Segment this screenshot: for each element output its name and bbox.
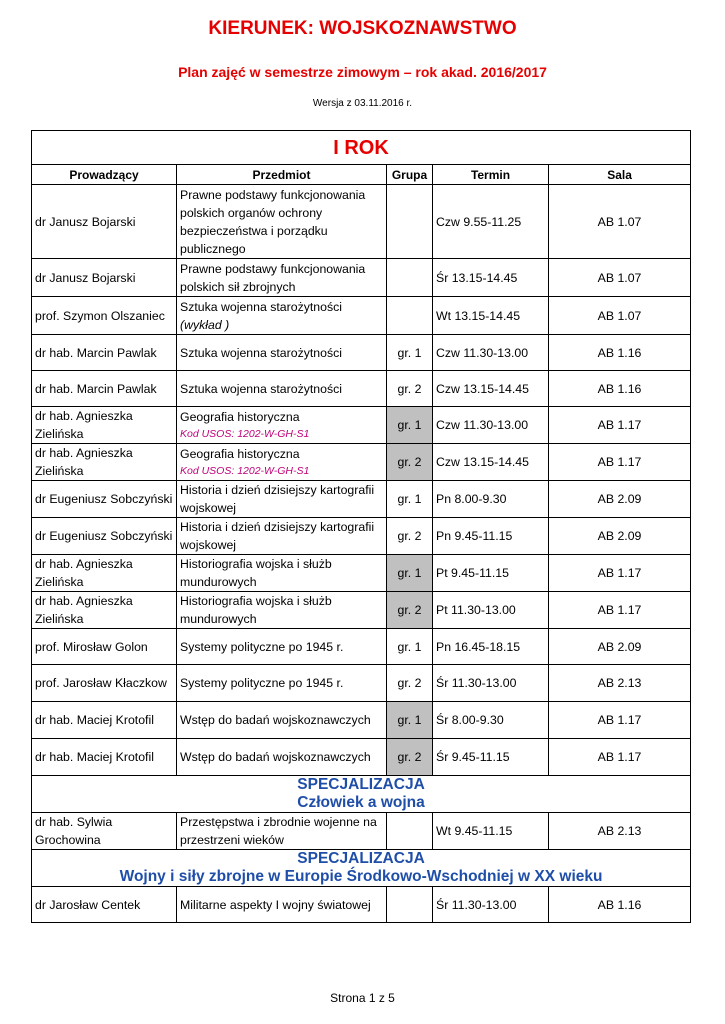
group-cell: gr. 1 <box>387 702 433 739</box>
teacher-cell: dr hab. Agnieszka Zielińska <box>32 555 177 592</box>
teacher-cell: dr hab. Agnieszka Zielińska <box>32 444 177 481</box>
teacher-cell: dr hab. Maciej Krotofil <box>32 702 177 739</box>
subject-note: (wykład ) <box>180 317 230 332</box>
term-cell: Wt 9.45-11.15 <box>433 813 549 850</box>
teacher-cell: prof. Jarosław Kłaczkow <box>32 665 177 702</box>
table-row <box>32 702 691 739</box>
subject-cell <box>177 739 387 776</box>
column-header-group: Grupa <box>387 165 433 185</box>
term-cell: Pn 16.45-18.15 <box>433 629 549 665</box>
table-row <box>32 739 691 776</box>
room-cell: AB 1.07 <box>549 185 691 259</box>
subject-cell <box>177 555 387 592</box>
term-cell: Śr 13.15-14.45 <box>433 259 549 297</box>
teacher-cell: dr Eugeniusz Sobczyński <box>32 481 177 518</box>
group-cell <box>387 185 433 259</box>
room-cell: AB 1.16 <box>549 335 691 371</box>
subject-text: Sztuka wojenna starożytności <box>180 299 342 314</box>
room-cell: AB 1.16 <box>549 887 691 923</box>
group-cell: gr. 1 <box>387 335 433 371</box>
subject-text: Prawne podstawy funkcjonowania polskich organów ochrony bezpieczeństwa i porządku publicznego <box>180 187 366 256</box>
term-cell: Śr 11.30-13.00 <box>433 665 549 702</box>
teacher-cell: prof. Szymon Olszaniec <box>32 297 177 335</box>
group-cell: gr. 2 <box>387 592 433 629</box>
term-cell: Pn 9.45-11.15 <box>433 518 549 555</box>
subject-text: Historia i dzień dzisiejszy kartografii wojskowej <box>180 520 375 552</box>
teacher-cell: dr hab. Agnieszka Zielińska <box>32 407 177 444</box>
subject-cell: Przestępstwa i zbrodnie wojenne na przestrzeni wieków <box>177 813 387 850</box>
subject-cell <box>177 444 387 481</box>
usos-code: Kod USOS: 1202-W-GH-S1 <box>180 465 310 477</box>
table-row <box>32 444 691 481</box>
subject-cell <box>177 481 387 518</box>
subject-cell <box>177 665 387 702</box>
term-cell: Pt 9.45-11.15 <box>433 555 549 592</box>
teacher-cell: dr hab. Agnieszka Zielińska <box>32 592 177 629</box>
table-row <box>32 665 691 702</box>
teacher-cell: dr Janusz Bojarski <box>32 259 177 297</box>
term-cell: Czw 13.15-14.45 <box>433 444 549 481</box>
specialization-header-row <box>32 776 691 813</box>
group-cell <box>387 297 433 335</box>
subject-text: Sztuka wojenna starożytności <box>180 345 342 360</box>
specialization-label: SPECJALIZACJA <box>297 850 425 867</box>
table-row <box>32 259 691 297</box>
column-header-subject: Przedmiot <box>177 165 387 185</box>
teacher-cell: dr hab. Maciej Krotofil <box>32 739 177 776</box>
group-cell: gr. 2 <box>387 739 433 776</box>
room-cell: AB 1.17 <box>549 407 691 444</box>
table-row <box>32 629 691 665</box>
usos-code: Kod USOS: 1202-W-GH-S1 <box>180 428 310 440</box>
subject-text: Historiografia wojska i służb mundurowych <box>180 557 332 589</box>
term-cell: Czw 9.55-11.25 <box>433 185 549 259</box>
group-cell: gr. 2 <box>387 665 433 702</box>
group-cell <box>387 887 433 923</box>
group-cell: gr. 1 <box>387 629 433 665</box>
subject-cell <box>177 335 387 371</box>
room-cell: AB 2.09 <box>549 481 691 518</box>
subject-cell <box>177 259 387 297</box>
subject-text: Geografia historyczna <box>180 410 300 424</box>
room-cell: AB 1.17 <box>549 739 691 776</box>
table-row <box>32 555 691 592</box>
specialization-header-row <box>32 850 691 887</box>
specialization-name: Człowiek a wojna <box>297 794 425 811</box>
teacher-cell: dr Janusz Bojarski <box>32 185 177 259</box>
room-cell: AB 1.17 <box>549 592 691 629</box>
column-header-room: Sala <box>549 165 691 185</box>
term-cell: Czw 11.30-13.00 <box>433 335 549 371</box>
teacher-cell: dr Eugeniusz Sobczyński <box>32 518 177 555</box>
table-row <box>32 813 691 850</box>
subject-cell <box>177 629 387 665</box>
subject-text: Systemy polityczne po 1945 r. <box>180 676 344 690</box>
room-cell: AB 1.16 <box>549 371 691 407</box>
teacher-cell: dr hab. Marcin Pawlak <box>32 371 177 407</box>
term-cell: Pn 8.00-9.30 <box>433 481 549 518</box>
table-row <box>32 518 691 555</box>
subject-cell <box>177 518 387 555</box>
subject-text: Prawne podstawy funkcjonowania polskich sił zbrojnych <box>180 261 366 294</box>
subject-text: Geografia historyczna <box>180 447 300 461</box>
room-cell: AB 2.13 <box>549 813 691 850</box>
teacher-cell: prof. Mirosław Golon <box>32 629 177 665</box>
year-header-row <box>32 131 691 165</box>
group-cell: gr. 1 <box>387 555 433 592</box>
subject-cell <box>177 592 387 629</box>
room-cell: AB 2.09 <box>549 629 691 665</box>
table-row <box>32 407 691 444</box>
subject-text: Historiografia wojska i służb mundurowych <box>180 594 332 626</box>
table-row <box>32 887 691 923</box>
subject-cell <box>177 702 387 739</box>
subject-text: Systemy polityczne po 1945 r. <box>180 639 344 654</box>
specialization-name: Wojny i siły zbrojne w Europie Środkowo-Wschodniej w XX wieku <box>119 868 603 885</box>
subject-cell <box>177 371 387 407</box>
room-cell: AB 1.17 <box>549 702 691 739</box>
subject-text: Wstęp do badań wojskoznawczych <box>180 713 371 727</box>
room-cell: AB 2.09 <box>549 518 691 555</box>
column-header-term: Termin <box>433 165 549 185</box>
year-title: I ROK <box>32 131 691 165</box>
group-cell <box>387 813 433 850</box>
room-cell: AB 1.07 <box>549 259 691 297</box>
group-cell <box>387 259 433 297</box>
document-subtitle: Plan zajęć w semestrze zimowym – rok akad. 2016/2017 <box>178 64 547 80</box>
group-cell: gr. 2 <box>387 371 433 407</box>
table-row <box>32 371 691 407</box>
teacher-cell: dr hab. Sylwia Grochowina <box>32 813 177 850</box>
schedule-table <box>31 130 691 923</box>
room-cell: AB 1.17 <box>549 444 691 481</box>
subject-text: Sztuka wojenna starożytności <box>180 381 342 396</box>
specialization-label: SPECJALIZACJA <box>297 776 425 793</box>
subject-cell <box>177 407 387 444</box>
term-cell: Śr 9.45-11.15 <box>433 739 549 776</box>
group-cell: gr. 1 <box>387 481 433 518</box>
page-number: Strona 1 z 5 <box>330 991 395 1005</box>
group-cell: gr. 2 <box>387 444 433 481</box>
subject-cell <box>177 185 387 259</box>
teacher-cell: dr hab. Marcin Pawlak <box>32 335 177 371</box>
group-cell: gr. 2 <box>387 518 433 555</box>
term-cell: Czw 11.30-13.00 <box>433 407 549 444</box>
term-cell: Czw 13.15-14.45 <box>433 371 549 407</box>
version-note: Wersja z 03.11.2016 r. <box>312 98 413 109</box>
column-header-teacher: Prowadzący <box>32 165 177 185</box>
room-cell: AB 1.17 <box>549 555 691 592</box>
room-cell: AB 2.13 <box>549 665 691 702</box>
term-cell: Wt 13.15-14.45 <box>433 297 549 335</box>
room-cell: AB 1.07 <box>549 297 691 335</box>
teacher-cell: dr Jarosław Centek <box>32 887 177 923</box>
group-cell: gr. 1 <box>387 407 433 444</box>
table-row <box>32 185 691 259</box>
specialization-header <box>32 850 691 887</box>
subject-text: Wstęp do badań wojskoznawczych <box>180 750 371 764</box>
table-row <box>32 481 691 518</box>
specialization-header <box>32 776 691 813</box>
document-title: KIERUNEK: WOJSKOZNAWSTWO <box>208 18 517 39</box>
table-row <box>32 297 691 335</box>
term-cell: Śr 8.00-9.30 <box>433 702 549 739</box>
column-header-row <box>32 165 691 185</box>
subject-cell: Militarne aspekty I wojny światowej <box>177 887 387 923</box>
term-cell: Pt 11.30-13.00 <box>433 592 549 629</box>
subject-text: Historia i dzień dzisiejszy kartografii wojskowej <box>180 483 375 515</box>
table-row <box>32 335 691 371</box>
term-cell: Śr 11.30-13.00 <box>433 887 549 923</box>
subject-cell <box>177 297 387 335</box>
table-row <box>32 592 691 629</box>
